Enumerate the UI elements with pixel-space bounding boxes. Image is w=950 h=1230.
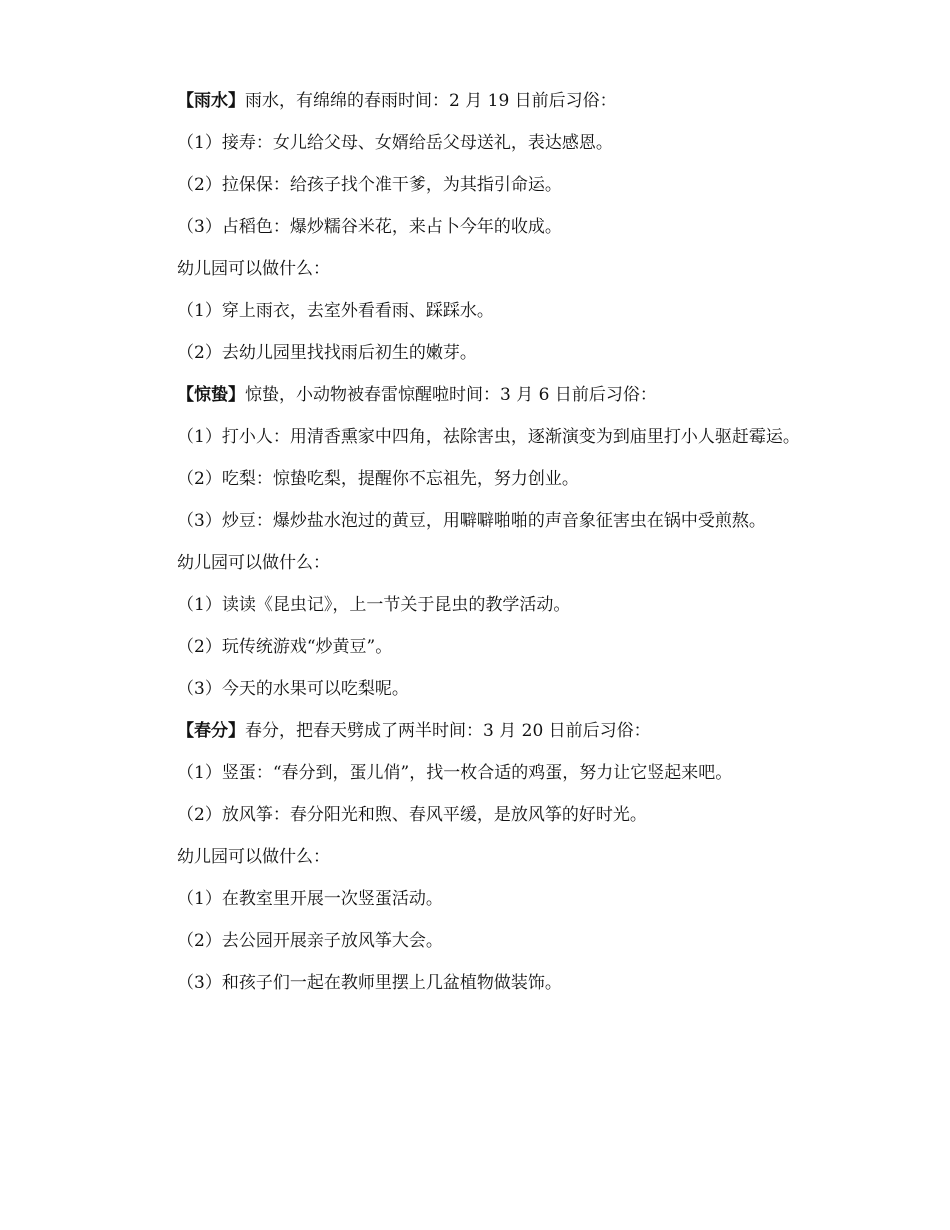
paragraph-text: （2）吃梨：惊蛰吃梨，提醒你不忘祖先，努力创业。 xyxy=(177,469,579,489)
paragraph-text: （1）打小人：用清香熏家中四角，祛除害虫，逐渐演变为到庙里打小人驱赶霉运。 xyxy=(177,427,800,447)
paragraph xyxy=(140,550,808,577)
document-body xyxy=(140,88,808,1012)
paragraph xyxy=(140,886,808,913)
paragraph xyxy=(140,130,808,157)
paragraph-text: （1）穿上雨衣，去室外看看雨、踩踩水。 xyxy=(177,301,494,321)
paragraph-text: （2）去幼儿园里找找雨后初生的嫩芽。 xyxy=(177,343,477,363)
paragraph-text: （2）去公园开展亲子放风筝大会。 xyxy=(177,931,443,951)
paragraph xyxy=(140,802,808,829)
paragraph-text: （1）读读《昆虫记》，上一节关于昆虫的教学活动。 xyxy=(177,595,571,615)
paragraph xyxy=(140,424,808,451)
paragraph xyxy=(140,172,808,199)
paragraph xyxy=(140,508,808,535)
paragraph xyxy=(140,466,808,493)
term-label: 【春分】 xyxy=(177,721,245,741)
paragraph xyxy=(140,760,808,787)
paragraph xyxy=(140,970,808,997)
paragraph xyxy=(140,634,808,661)
paragraph-text: 春分，把春天劈成了两半时间：3 月 20 日前后习俗： xyxy=(245,721,651,741)
paragraph xyxy=(140,298,808,325)
section-heading-chunfen xyxy=(140,718,808,745)
paragraph-text: （2）玩传统游戏“炒黄豆”。 xyxy=(177,637,393,657)
paragraph-text: 雨水，有绵绵的春雨时间：2 月 19 日前后习俗： xyxy=(245,91,617,111)
paragraph-text: 惊蛰，小动物被春雷惊醒啦时间：3 月 6 日前后习俗： xyxy=(245,385,657,405)
paragraph-text: （2）拉保保：给孩子找个准干爹，为其指引命运。 xyxy=(177,175,562,195)
paragraph xyxy=(140,214,808,241)
section-heading-yushui xyxy=(140,88,808,115)
paragraph-text: （3）和孩子们一起在教师里摆上几盆植物做装饰。 xyxy=(177,973,562,993)
paragraph-text: （1）在教室里开展一次竖蛋活动。 xyxy=(177,889,443,909)
term-label: 【雨水】 xyxy=(177,91,245,111)
paragraph-text: （3）今天的水果可以吃梨呢。 xyxy=(177,679,409,699)
paragraph xyxy=(140,592,808,619)
paragraph-text: （1）竖蛋：“春分到，蛋儿俏”，找一枚合适的鸡蛋，努力让它竖起来吧。 xyxy=(177,763,733,783)
paragraph xyxy=(140,340,808,367)
paragraph xyxy=(140,844,808,871)
paragraph-text: （3）炒豆：爆炒盐水泡过的黄豆，用噼噼啪啪的声音象征害虫在锅中受煎熬。 xyxy=(177,511,766,531)
section-heading-jingzhe xyxy=(140,382,808,409)
paragraph-text: （1）接寿：女儿给父母、女婿给岳父母送礼，表达感恩。 xyxy=(177,133,613,153)
term-label: 【惊蛰】 xyxy=(177,385,245,405)
paragraph-text: 幼儿园可以做什么： xyxy=(177,847,330,867)
paragraph-text: 幼儿园可以做什么： xyxy=(177,553,330,573)
paragraph-text: 幼儿园可以做什么： xyxy=(177,259,330,279)
paragraph-text: （2）放风筝：春分阳光和煦、春风平缓，是放风筝的好时光。 xyxy=(177,805,647,825)
paragraph-text: （3）占稻色：爆炒糯谷米花，来占卜今年的收成。 xyxy=(177,217,562,237)
paragraph xyxy=(140,676,808,703)
paragraph xyxy=(140,256,808,283)
paragraph xyxy=(140,928,808,955)
